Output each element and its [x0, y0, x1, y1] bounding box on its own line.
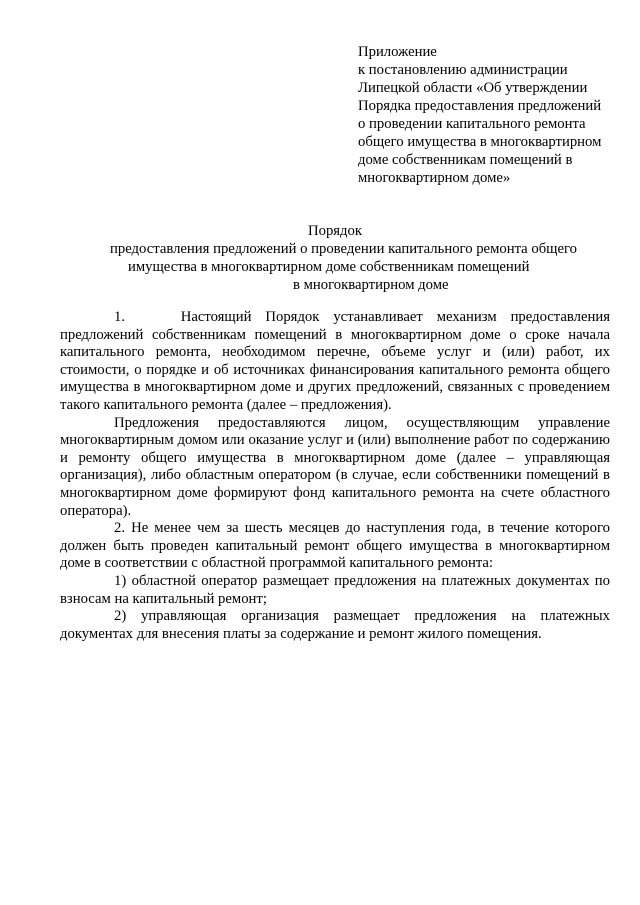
document-body: [60, 309, 610, 643]
title-heading: Порядок: [308, 223, 363, 239]
document-title: [60, 222, 640, 294]
annex-line: к постановлению администрации: [358, 62, 568, 78]
body-paragraph: 1) областной оператор размещает предложения на платежных документах по взносам на капитальный ремонт;: [60, 572, 610, 607]
annex-line: Липецкой области «Об утверждении: [358, 80, 588, 96]
title-subtitle-line: в многоквартирном доме: [293, 277, 449, 293]
annex-line: многоквартирном доме»: [358, 170, 511, 186]
body-paragraph: 2. Не менее чем за шесть месяцев до наступления года, в течение которого должен быть проведен капитальный ремонт общего имущества в многоквартирном доме в соответствии с областной программой капитального ремонта:: [60, 520, 610, 572]
body-paragraph: Предложения предоставляются лицом, осуществляющим управление многоквартирным домом или оказание услуг и (или) выполнение работ по содержанию и ремонту общего имущества в многоквартирном доме (далее – управляющая организация), либо областным оператором (в случае, если собственники помещений в многоквартирном доме формируют фонд капитального ремонта на счете областного оператора).: [60, 414, 610, 519]
body-paragraph: 1. Настоящий Порядок устанавливает механизм предоставления предложений собственникам помещений в многоквартирном доме о сроке начала капитального ремонта, необходимом перечне, объеме услуг и (или) работ, их стоимости, о порядке и об источниках финансирования капитального ремонта общего имущества в многоквартирном доме и других предложений, связанных с проведением такого капитального ремонта (далее – предложения).: [60, 309, 610, 413]
annex-line: Приложение: [358, 44, 437, 60]
annex-line: доме собственникам помещений в: [358, 152, 573, 168]
annex-header: [358, 43, 628, 187]
title-subtitle-line: предоставления предложений о проведении капитального ремонта общего: [110, 241, 578, 257]
body-paragraph: 2) управляющая организация размещает предложения на платежных документах для внесения платы за содержание и ремонт жилого помещения.: [60, 608, 610, 642]
annex-line: Порядка предоставления предложений: [358, 98, 602, 114]
title-subtitle-line: имущества в многоквартирном доме собственникам помещений: [128, 259, 530, 275]
annex-line: о проведении капитального ремонта: [358, 116, 586, 132]
annex-line: общего имущества в многоквартирном: [358, 134, 602, 150]
